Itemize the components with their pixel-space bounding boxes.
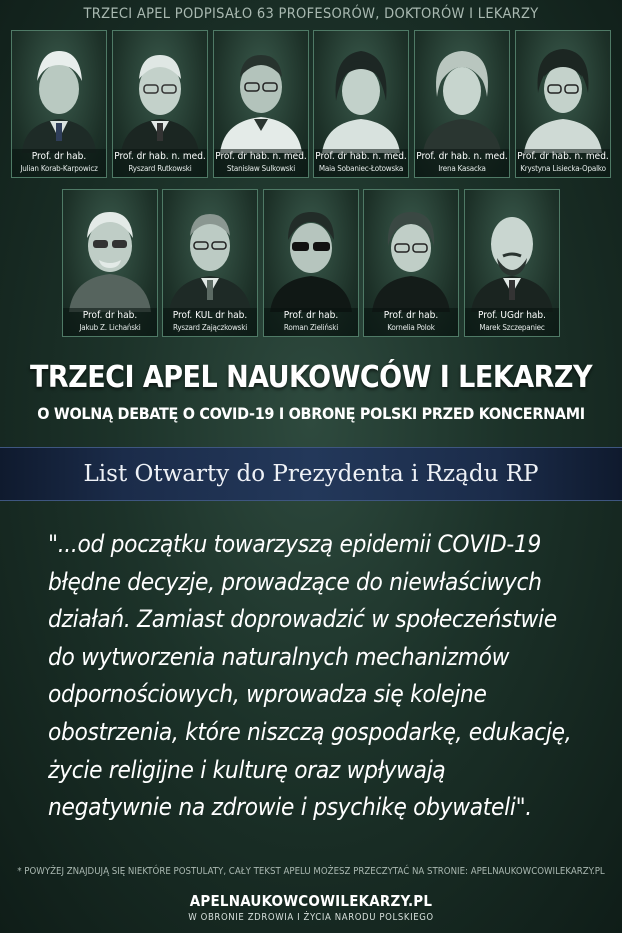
signatory-card <box>464 189 560 337</box>
signatory-name: Roman Zieliński <box>283 323 339 332</box>
portrait-photo <box>465 190 559 312</box>
signatory-title: Prof. dr hab. <box>31 151 87 162</box>
signatory-card <box>11 30 107 178</box>
signatory-title: Prof. dr hab. n. med. <box>114 151 206 162</box>
quote-line: błędne decyzje, prowadzące do niewłaściwych <box>48 567 542 596</box>
signatory-name: Julian Korab-Karpowicz <box>20 164 98 173</box>
portrait-photo <box>264 190 358 312</box>
signatory-caption <box>163 308 257 336</box>
signatory-name: Ryszard Rutkowski <box>128 164 192 173</box>
site-name: APELNAUKOWCOWILEKARZY.PL <box>189 892 433 910</box>
signatory-caption <box>214 149 308 177</box>
footnote: * POWYŻEJ ZNAJDUJĄ SIĘ NIEKTÓRE POSTULATY, CAŁY TEKST APELU MOŻESZ PRZECZYTAĆ NA STRONIE: APELNAUKOWCOWILEKARZY.PL <box>17 866 605 877</box>
signatory-card <box>363 189 459 337</box>
signatory-name: Maia Sobaniec-Łotowska <box>318 164 404 173</box>
portrait-photo <box>214 31 308 153</box>
signatory-name: Ryszard Zajączkowski <box>172 323 247 332</box>
signatory-name: Irena Kasacka <box>438 164 486 173</box>
portrait-photo <box>12 31 106 153</box>
signatory-card <box>414 30 510 178</box>
signatory-title: Prof. UGdr hab. <box>478 310 546 321</box>
letter-title: List Otwarty do Prezydenta i Rządu RP <box>83 461 539 487</box>
portrait-photo <box>516 31 610 153</box>
signatory-title: Prof. KUL dr hab. <box>172 310 248 321</box>
signatory-caption <box>63 308 157 336</box>
signatory-card <box>62 189 158 337</box>
quote-line: "...od początku towarzyszą epidemii COVID-19 <box>48 530 542 558</box>
portrait-photo <box>314 31 408 153</box>
signatory-title: Prof. dr hab. <box>82 310 138 321</box>
quote-line: obostrzenia, które niszczą gospodarkę, edukację, <box>48 717 572 746</box>
signatory-title: Prof. dr hab. <box>283 310 339 321</box>
signatory-caption <box>12 149 106 177</box>
portrait-photo <box>415 31 509 153</box>
portrait-photo <box>364 190 458 312</box>
signatory-caption <box>314 149 408 177</box>
quote-line: życie religijne i kulturę oraz wpływają <box>48 755 446 784</box>
signatory-title: Prof. dr hab. n. med. <box>215 151 307 162</box>
quote-line: działań. Zamiast doprowadzić w społeczeństwie <box>48 605 557 634</box>
subheadline: O WOLNĄ DEBATĘ O COVID-19 I OBRONĘ POLSKI PRZED KONCERNAMI <box>37 404 585 423</box>
tagline: W OBRONIE ZDROWIA I ŻYCIA NARODU POLSKIEGO <box>188 912 434 923</box>
signatory-card <box>515 30 611 178</box>
signatory-title: Prof. dr hab. n. med. <box>517 151 609 162</box>
portrait-photo <box>113 31 207 153</box>
signatory-caption <box>415 149 509 177</box>
signatory-caption <box>516 149 610 177</box>
signatory-card <box>213 30 309 178</box>
top-caption: TRZECI APEL PODPISAŁO 63 PROFESORÓW, DOKTORÓW I LEKARZY <box>83 6 539 22</box>
signatory-name: Jakub Z. Lichański <box>79 323 141 332</box>
signatory-caption <box>364 308 458 336</box>
signatory-card <box>263 189 359 337</box>
signatory-caption <box>465 308 559 336</box>
quote-line: do wytworzenia naturalnych mechanizmów <box>48 642 510 671</box>
signatory-caption <box>264 308 358 336</box>
signatory-caption <box>113 149 207 177</box>
signatory-card <box>112 30 208 178</box>
signatory-title: Prof. dr hab. <box>383 310 439 321</box>
letter-band <box>0 447 622 501</box>
quote-line: odpornościowych, wprowadza się kolejne <box>48 680 487 709</box>
signatory-title: Prof. dr hab. n. med. <box>315 151 407 162</box>
quote-line: negatywnie na zdrowie i psychikę obywateli". <box>48 793 532 822</box>
portrait-photo <box>163 190 257 312</box>
signatory-name: Stanisław Sulkowski <box>226 164 296 173</box>
quote-block <box>48 526 608 827</box>
signatory-name: Marek Szczepaniec <box>479 323 545 332</box>
headline: TRZECI APEL NAUKOWCÓW I LEKARZY <box>29 360 593 395</box>
signatory-name: Kornelia Polok <box>387 323 435 332</box>
signatory-name: Krystyna Lisiecka-Opalko <box>520 164 606 173</box>
signatory-card <box>162 189 258 337</box>
signatory-title: Prof. dr hab. n. med. <box>416 151 508 162</box>
portrait-photo <box>63 190 157 312</box>
signatory-card <box>313 30 409 178</box>
